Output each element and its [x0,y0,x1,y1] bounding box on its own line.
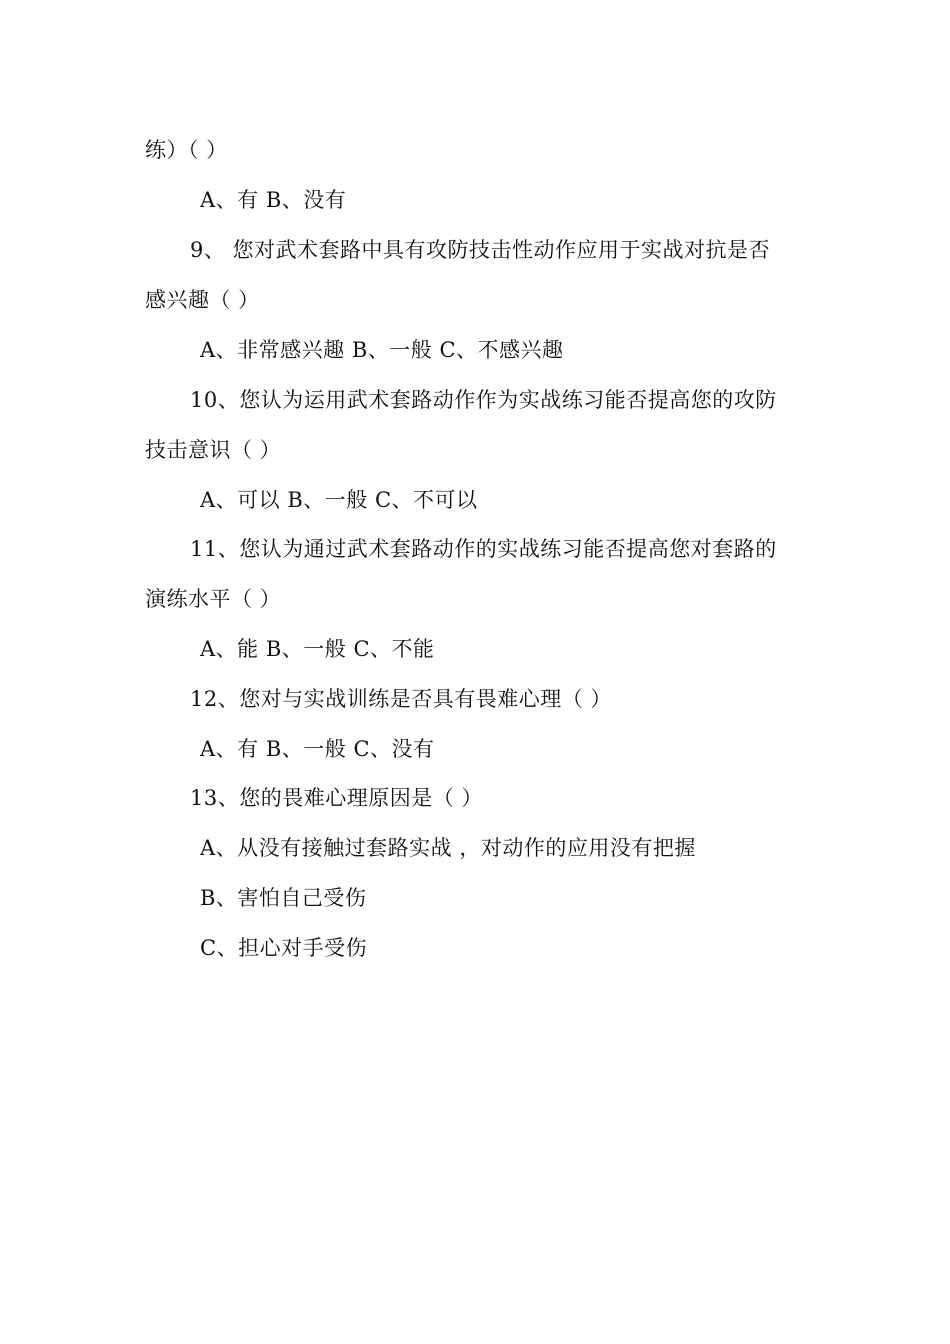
question-11-options: A、能 B、一般 C、不能 [200,637,435,661]
question-11-continuation: 演练水平（ ） [145,587,282,611]
question-12-options: A、有 B、一般 C、没有 [200,737,435,761]
question-8-options: A、有 B、没有 [200,188,347,212]
question-9-options: A、非常感兴趣 B、一般 C、不感兴趣 [200,338,564,362]
question-9: 9、 您对武术套路中具有攻防技击性动作应用于实战对抗是否 [190,238,771,262]
question-10: 10、您认为运用武术套路动作作为实战练习能否提高您的攻防 [190,388,777,412]
question-12: 12、您对与实战训练是否具有畏难心理（ ） [190,687,612,711]
question-9-continuation: 感兴趣（ ） [145,288,260,312]
question-13-option-c: C、担心对手受伤 [200,936,368,960]
question-13-option-a: A、从没有接触过套路实战 ，对动作的应用没有把握 [200,836,696,860]
question-10-options: A、可以 B、一般 C、不可以 [200,488,478,512]
question-10-continuation: 技击意识（ ） [145,438,282,462]
question-8-continuation: 练）（ ） [145,138,228,162]
question-11: 11、您认为通过武术套路动作的实战练习能否提高您对套路的 [190,537,777,561]
question-13-option-b: B、害怕自己受伤 [200,886,367,910]
question-13: 13、您的畏难心理原因是（ ） [190,786,483,810]
